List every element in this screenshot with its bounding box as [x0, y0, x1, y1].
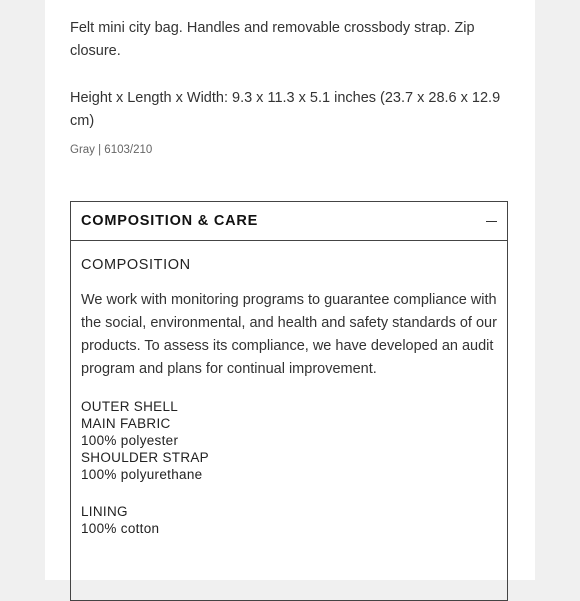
composition-care-accordion: [70, 201, 508, 601]
accordion-title: COMPOSITION & CARE: [81, 213, 259, 229]
shoulder-strap-value: 100% polyurethane: [81, 467, 203, 482]
product-description: Felt mini city bag. Handles and removable crossbody strap. Zip closure.: [70, 20, 475, 59]
composition-heading: COMPOSITION: [81, 257, 191, 273]
composition-specs: [81, 398, 497, 537]
shoulder-strap-label: SHOULDER STRAP: [81, 450, 209, 465]
minus-icon[interactable]: [486, 221, 497, 222]
main-fabric-value: 100% polyester: [81, 433, 179, 448]
compliance-paragraph: We work with monitoring programs to guarantee compliance with the social, environmental, and health and safety standards of our products. To assess its compliance, we have developed an audit program and plans for continual improvement.: [81, 292, 497, 377]
lining-label: LINING: [81, 504, 128, 519]
product-dimensions: Height x Length x Width: 9.3 x 11.3 x 5.1 inches (23.7 x 28.6 x 12.9 cm): [70, 90, 501, 129]
color-reference: Gray | 6103/210: [70, 144, 153, 156]
outer-shell-label: OUTER SHELL: [81, 399, 179, 414]
lining-value: 100% cotton: [81, 521, 160, 536]
main-fabric-label: MAIN FABRIC: [81, 416, 171, 431]
composition-care-toggle[interactable]: [71, 202, 507, 241]
product-details-panel: [45, 0, 535, 580]
accordion-body: [71, 257, 507, 537]
